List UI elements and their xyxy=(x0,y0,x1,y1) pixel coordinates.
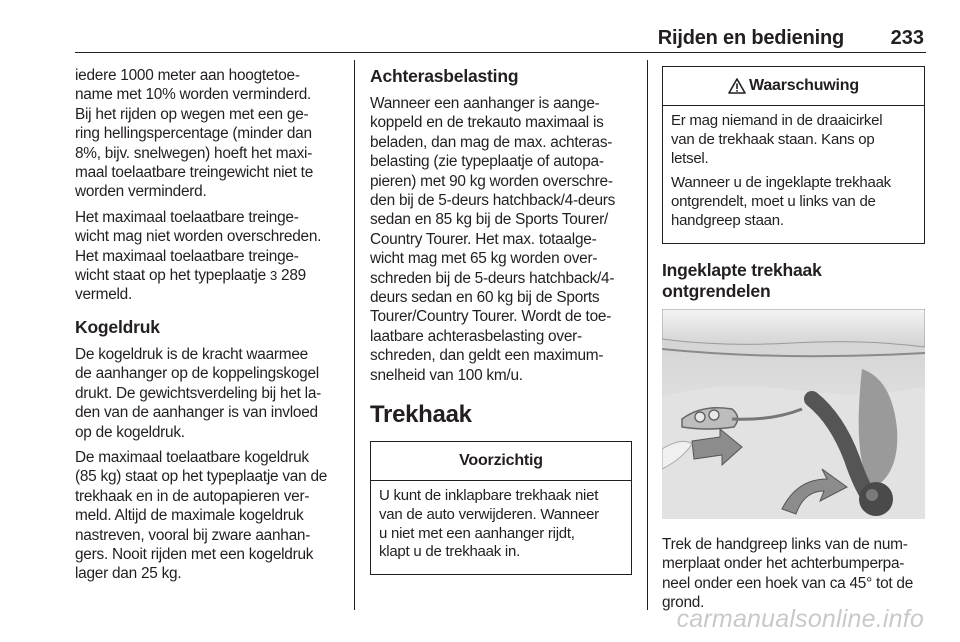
caution-box xyxy=(370,441,632,575)
warning-header xyxy=(663,67,924,106)
paragraph-release-instructions: Trek de handgreep links van de num- merplaat onder het achterbumperpa- neel onder een hoek van ca 45° tot de grond. xyxy=(662,535,914,611)
caution-title: Voorzichtig xyxy=(371,442,631,481)
section-title: Rijden en bediening xyxy=(657,27,844,49)
tow-hook-release-photo xyxy=(662,309,925,519)
page-reference-icon[interactable]: 3 xyxy=(270,268,278,284)
page-header xyxy=(75,24,926,53)
heading-ingeklapte-trekhaak: Ingeklapte trekhaak ontgrendelen xyxy=(662,259,822,301)
column-divider-2 xyxy=(647,60,648,610)
warning-text-2: Wanneer u de ingeklapte trekhaak ontgrendelt, moet u links van de handgreep staan. xyxy=(671,174,891,229)
heading-achterasbelasting: Achterasbelasting xyxy=(370,66,519,86)
column-divider-1 xyxy=(354,60,355,610)
paragraph-achterasbelasting: Wanneer een aanhanger is aange- koppeld en de trekauto maximaal is beladen, dan mag de max. achteras- belasting (zie typeplaatje of autopa- pieren) met 90 kg worden overschre- den bij de 5-deurs hatchback/4-deurs sedan en 85 kg bij de Sports Tourer/ Country Tourer. Het max. totaalge- wicht mag met 65 kg worden over- schreden bij de 5-deurs hatchback/4- deurs sedan en 60 kg bij de Sports Tourer/Country Tourer. Wordt de toe- laatbare achterasbelasting over- schreden, dan geldt een maximum- snelheid van 100 km/u. xyxy=(370,95,616,384)
heading-kogeldruk: Kogeldruk xyxy=(75,316,160,337)
warning-title: Waarschuwing xyxy=(749,77,859,94)
heading-trekhaak: Trekhaak xyxy=(370,401,472,429)
column-2 xyxy=(370,66,632,575)
paragraph-kogeldruk-definition: De kogeldruk is de kracht waarmee de aanhanger op de koppelingskogel drukt. De gewichtsverdeling bij het la- den van de aanhanger is van invloed op de kogeldruk. xyxy=(75,345,322,441)
watermark: carmanualsonline.info xyxy=(676,605,924,633)
page-reference-number[interactable]: 289 xyxy=(277,267,306,285)
column-1 xyxy=(75,66,343,590)
paragraph-max-train-weight: Het maximaal toelaatbare treinge- wicht mag niet worden overschreden. Het maximaal toelaatbare treinge- wicht staat op het typeplaatje 3 289 vermeld. xyxy=(75,208,322,304)
column-3 xyxy=(662,66,925,618)
caution-text: U kunt de inklapbare trekhaak niet van de auto verwijderen. Wanneer u niet met een aanhanger rijdt, klapt u de trekhaak in. xyxy=(379,487,599,561)
paragraph-altitude: iedere 1000 meter aan hoogtetoe- name met 10% worden verminderd. Bij het rijden op wegen met een ge- ring hellingspercentage (minder dan 8%, bijv. snelwegen) hoeft het maxi- maal toelaatbare treingewicht niet te worden verminderd. xyxy=(75,67,313,201)
paragraph-kogeldruk-max: De maximaal toelaatbare kogeldruk (85 kg) staat op het typeplaatje van de trekhaak en in de autopapieren ver- meld. Altijd de maximale kogeldruk nastreven, vooral bij zware aanhan- gers. Nooit rijden met een kogeldruk lager dan 25 kg. xyxy=(75,448,328,583)
page-number: 233 xyxy=(890,27,924,49)
warning-triangle-icon xyxy=(728,78,746,94)
warning-text-1: Er mag niemand in de draaicirkel van de trekhaak staan. Kans op letsel. xyxy=(671,112,883,167)
warning-box xyxy=(662,66,925,244)
